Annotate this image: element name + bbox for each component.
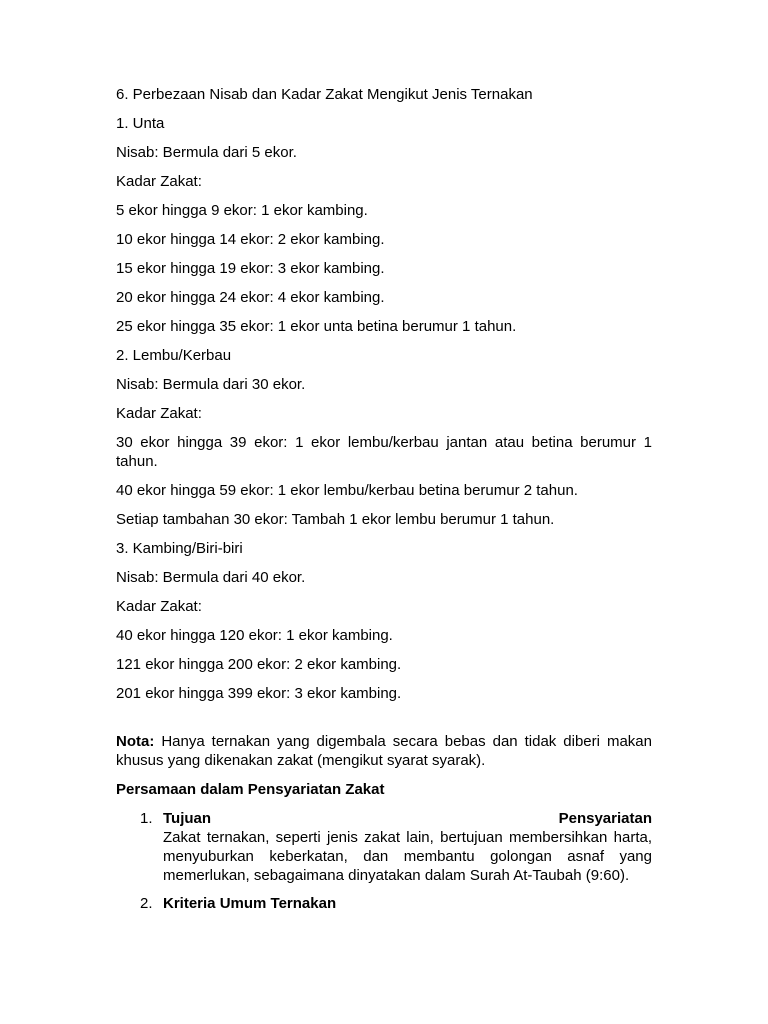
kadar-label-kambing: Kadar Zakat: — [116, 598, 202, 615]
list-item — [116, 894, 652, 913]
rate-line: 5 ekor hingga 9 ekor: 1 ekor kambing. — [116, 202, 368, 219]
note-paragraph — [116, 732, 652, 770]
note-label: Nota: — [116, 733, 155, 750]
animal-heading-kambing: 3. Kambing/Biri-biri — [116, 540, 243, 557]
similarities-heading: Persamaan dalam Pensyariatan Zakat — [116, 781, 385, 798]
list-number: 2. — [140, 895, 153, 912]
rate-line: 40 ekor hingga 120 ekor: 1 ekor kambing. — [116, 627, 393, 644]
kadar-label-lembu: Kadar Zakat: — [116, 405, 202, 422]
list-item-title-left: Kriteria Umum Ternakan — [163, 895, 337, 912]
rate-line: 201 ekor hingga 399 ekor: 3 ekor kambing. — [116, 685, 402, 702]
list-item-title-right: Pensyariatan — [558, 810, 652, 827]
animal-heading-lembu: 2. Lembu/Kerbau — [116, 347, 232, 364]
rate-line: 25 ekor hingga 35 ekor: 1 ekor unta betina berumur 1 tahun. — [116, 318, 517, 335]
blank-line — [116, 713, 652, 732]
rate-line: 30 ekor hingga 39 ekor: 1 ekor lembu/kerbau jantan atau betina berumur 1 tahun. — [116, 434, 652, 470]
list-item-title — [163, 809, 652, 828]
list-item-title-left: Tujuan — [163, 810, 212, 827]
section-title: 6. Perbezaan Nisab dan Kadar Zakat Mengikut Jenis Ternakan — [116, 86, 533, 103]
rate-line: 10 ekor hingga 14 ekor: 2 ekor kambing. — [116, 231, 385, 248]
animal-heading-unta: 1. Unta — [116, 115, 165, 132]
rate-line: 20 ekor hingga 24 ekor: 4 ekor kambing. — [116, 289, 385, 306]
rate-line: 40 ekor hingga 59 ekor: 1 ekor lembu/kerbau betina berumur 2 tahun. — [116, 482, 578, 499]
rate-line: 121 ekor hingga 200 ekor: 2 ekor kambing. — [116, 656, 402, 673]
kadar-label-unta: Kadar Zakat: — [116, 173, 202, 190]
list-item-title — [163, 894, 652, 913]
note-text: Hanya ternakan yang digembala secara bebas dan tidak diberi makan khusus yang dikenakan zakat (mengikut syarat syarak). — [116, 733, 652, 769]
list-item-body: Zakat ternakan, seperti jenis zakat lain, bertujuan membersihkan harta, menyuburkan keberkatan, dan membantu golongan asnaf yang memerlukan, sebagaimana dinyatakan dalam Surah At-Taubah (9:60). — [163, 829, 652, 884]
list-item — [116, 809, 652, 885]
document-page — [116, 85, 652, 922]
rate-line: 15 ekor hingga 19 ekor: 3 ekor kambing. — [116, 260, 385, 277]
nisab-lembu: Nisab: Bermula dari 30 ekor. — [116, 376, 306, 393]
nisab-unta: Nisab: Bermula dari 5 ekor. — [116, 144, 297, 161]
list-number: 1. — [140, 810, 153, 827]
rate-line: Setiap tambahan 30 ekor: Tambah 1 ekor lembu berumur 1 tahun. — [116, 511, 555, 528]
nisab-kambing: Nisab: Bermula dari 40 ekor. — [116, 569, 306, 586]
similarities-list — [116, 809, 652, 913]
